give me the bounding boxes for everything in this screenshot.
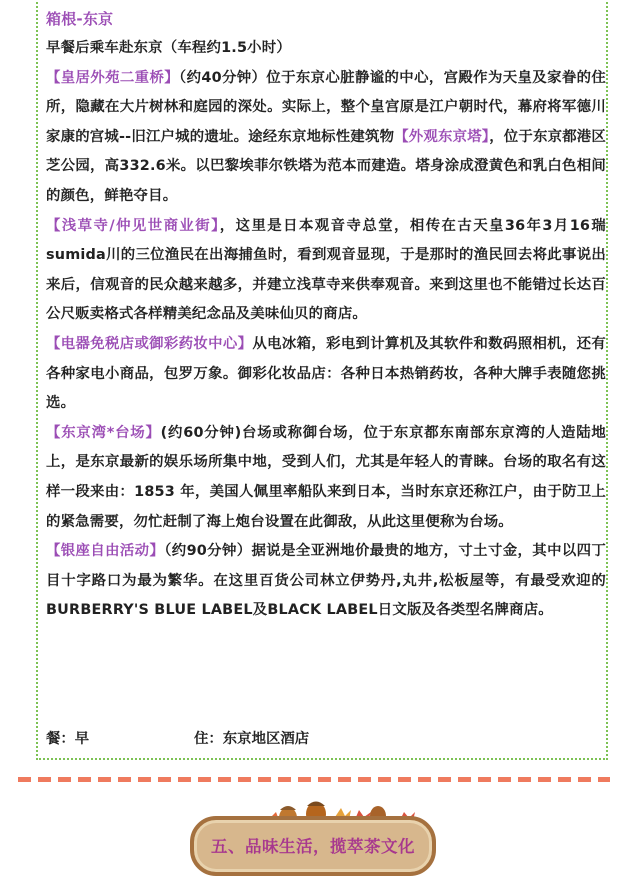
section-name-tokyo-tower: 【外观东京塔】 [394,128,490,145]
section-banner [178,794,448,884]
day-intro: 早餐后乘车赴东京（车程约1.5小时） [46,40,291,56]
itinerary-content [46,6,606,626]
section-ginza [46,537,606,626]
section-divider [18,777,610,782]
section-text: 从电冰箱，彩电到计算机及其软件和数码照相机，还有各种家电小商品，包罗万象。御彩化妆品店：各种日本热销药妆，各种大牌手表随您挑选。 [46,335,606,412]
section-asakusa [46,212,606,330]
stay-info: 住：东京地区酒店 [194,731,310,747]
section-imperial-palace [46,64,606,212]
wooden-sign [190,816,436,876]
section-name: 【电器免税店或御彩药妆中心】 [46,335,253,352]
section-name: 【浅草寺/仲见世商业街】 [46,217,220,234]
section-text: (约60分钟)台场或称御台场，位于东京都东南部东京湾的人造陆地上，是东京最新的娱乐场所集中地，受到人们，尤其是年轻人的青睐。台场的取名有这样一段来由：1853 年，美国人佩里率船队来到日本，当时东京还称江户，由于防卫上的紧急需要，勿忙赶制了海上炮台设置在此御敌，从此这里便称为台场。 [46,424,606,530]
section-name: 【东京湾*台场】 [46,424,161,441]
section-name: 【银座自由活动】 [46,543,165,560]
banner-title: 五、品味生活，揽萃茶文化 [211,837,415,856]
section-text: ，这里是日本观音寺总堂，相传在古天皇36年3月16瑞sumida川的三位渔民在出海捕鱼时，看到观音显现，于是那时的渔民回去将此事说出来后，信观音的民众越来越多，并建立浅草寺来供奉观音。来到这里也不能错过长达百公尺贩卖格式各样精美纪念品及美味仙贝的商店。 [46,217,606,323]
day-title: 箱根-东京 [46,10,114,28]
section-duty-free [46,330,606,419]
section-name: 【皇居外苑二重桥】 [46,69,179,86]
meal-info: 餐：早 [46,731,90,747]
meals-row [46,726,309,752]
section-text: （约40分钟）位于东京心脏静谧的中心，宫殿作为天皇及家眷的住所，隐藏在大片树林和庭园的深处。实际上，整个皇宫原是江户朝时代，幕府将军德川家康的宫城--旧江户城的遗址。途经东京地标性建筑物 [46,69,606,145]
section-text-tokyo-tower: ，位于东京都港区芝公园，高332.6米。以巴黎埃菲尔铁塔为范本而建造。塔身涂成澄黄色和乳白色相间的颜色，鲜艳夺目。 [46,128,607,204]
section-odaiba [46,419,606,537]
section-text: （约90分钟）据说是全亚洲地价最贵的地方，寸土寸金，其中以四丁目十字路口为最为繁华。在这里百货公司林立伊势丹,丸井,松板屋等，有最受欢迎的BURBERRY'S BLUE LABEL及BLACK LABEL日文版及各类型名牌商店。 [46,543,606,619]
